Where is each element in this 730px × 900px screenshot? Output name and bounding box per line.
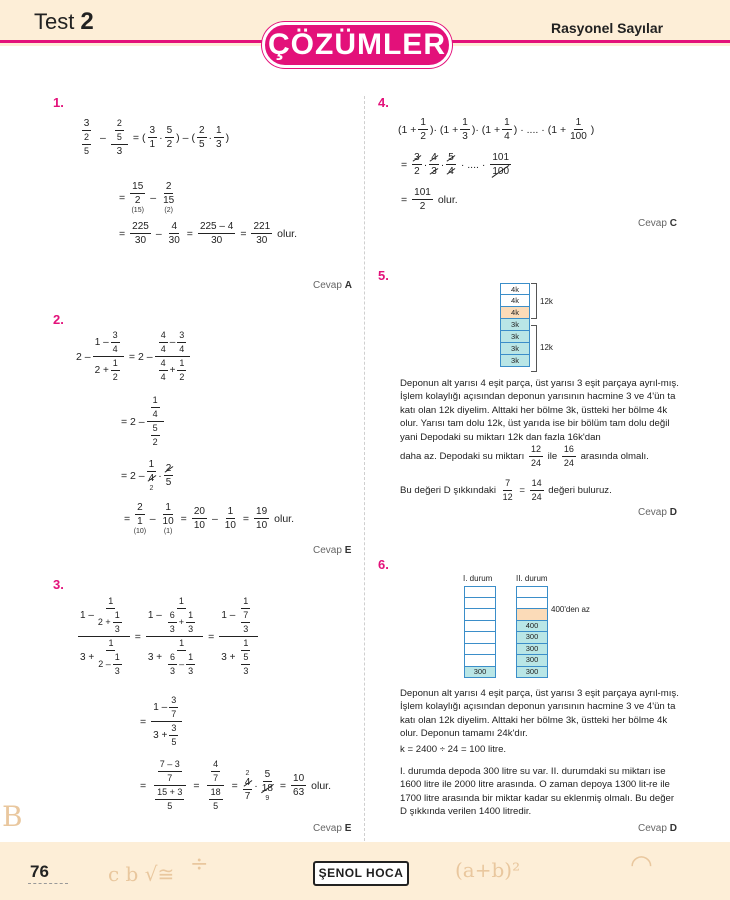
brace-top: [531, 283, 537, 319]
page-number-underline: [28, 883, 68, 884]
question-number: 5.: [378, 268, 389, 283]
q1-line-2: = 15 2 (15) – 2 15 (2): [119, 181, 175, 214]
tank-cell: 4k: [500, 283, 530, 295]
brace-bottom-label: 12k: [540, 343, 553, 352]
tank-cell: 300: [516, 667, 548, 679]
tank-cell: [464, 609, 496, 621]
tank-cell: [516, 586, 548, 598]
tank-cell: 300: [516, 655, 548, 667]
brace-top-label: 12k: [540, 297, 553, 306]
tank-cell: [464, 655, 496, 667]
q3-line-2: = 1 – $\frac{3}{7}$ 3 + $\frac{3}{5}$: [137, 695, 184, 748]
q6-paragraph-2: I. durumda depoda 300 litre su var. II. durumdaki su miktarı ise 1600 litre ile 2000 litre arasında. O zaman depoya 1300 lit-re ile 1700 litre arasında bir miktar kadar su eklenmiş olmalı. Bu değer D şıkkında verilen 1400 litredir.: [400, 766, 675, 818]
q5-answer: Cevap D: [638, 507, 677, 518]
q3-line-3: = $\frac{\frac{7 - 3}{7}}{\frac{15 + 3}{5}}$ = $\frac{\frac{4}{7}}{\frac{18}{5}}$ = 2 4 7 · 5 18 9 = $\frac{10}{63}$ olur.: [140, 759, 332, 811]
brand-logo: ŞENOL HOCA: [313, 861, 409, 886]
q4-line-1: ( 1 + $\frac{1}{2}$ )· ( 1 + $\frac{1}{3}$ )· ( 1 + $\frac{1}{4}$ ) · .... · ( 1 + $\frac{1}{100}$ ): [398, 117, 595, 142]
q2-answer: Cevap E: [313, 545, 352, 556]
question-number: 1.: [53, 95, 64, 110]
page-number: 76: [30, 862, 49, 881]
doodle-icon: c b √≅: [108, 862, 175, 886]
q1-answer: Cevap A: [313, 280, 352, 291]
tank-cell: [464, 621, 496, 633]
question-number: 2.: [53, 312, 64, 327]
tank-cell: 3k: [500, 319, 530, 331]
topic-title: Rasyonel Sayılar: [551, 20, 664, 36]
brace-bottom: [531, 325, 537, 372]
tank-2-label: II. durum: [516, 574, 548, 583]
q5-paragraph-2: Bu değeri D şıkkındaki $\frac{7}{12}$ = $\frac{14}{24}$ değeri buluruz.: [400, 478, 612, 502]
q6-equation: k = 2400 ÷ 24 = 100 litre.: [400, 744, 507, 755]
column-divider: [364, 96, 365, 841]
tank-cell: 3k: [500, 331, 530, 343]
test-title: Test 2: [34, 8, 94, 35]
doodle-icon: ◠: [630, 850, 653, 880]
doodle-icon: ÷: [190, 852, 209, 877]
tank-cell: [464, 586, 496, 598]
tank-cell: 400: [516, 621, 548, 633]
tank-cell: 4k: [500, 295, 530, 307]
tank-cell: [516, 609, 548, 621]
doodle-icon: B: [2, 800, 23, 833]
test-number: 2: [80, 8, 94, 35]
tank-cell: 300: [516, 644, 548, 656]
q2-line-1: 2 – 1 – $\frac{3}{4}$ 2 + $\frac{1}{2}$ = 2 – $\frac{4}{4}$ – $\frac{3}{4}$ $\frac{4}{4}$ + $\frac{1}{2}$: [76, 330, 192, 383]
tank-cell: 3k: [500, 355, 530, 367]
q2-line-4: = 2 1 (10) – 1 10 (1) = $\frac{20}{10}$ – $\frac{1}{10}$ = $\frac{19}{10}$ olur.: [124, 502, 295, 535]
tank-cell: 300: [516, 632, 548, 644]
q1-line-1: 3 $\frac{2}{5}$ – $\frac{\frac{2}{5}}{3}$ = ( $\frac{3}{1}$ · 5 2 ) – ( 2 5 · 1 3 ): [83, 118, 230, 157]
q2-line-3: = 2 – 1 4 2 · 2 5: [121, 459, 172, 492]
question-number: 3.: [53, 577, 64, 592]
q2-line-2: = 2 – $\frac{1}{4}$ $\frac{5}{2}$: [121, 395, 166, 448]
q6-tank-2: [516, 586, 548, 678]
question-number: 6.: [378, 557, 389, 572]
q4-answer: Cevap C: [638, 218, 677, 229]
q5-paragraph-1: Deponun alt yarısı 4 eşit parça, üst yarısı 3 eşit parçaya ayrıl-mış. İşlem kolaylığı açısından deponun yarısının hacmine 3 ve 4'ün ta katı olan 12k diyelim. Alttaki her bölme 3k, üstteki her bölme 4k olur. Yarısı tam dolu 12k, üst yarıda ise bir bölüm tam dolu değil yani Depodaki su miktarı 12k dan fazla 16k'dan daha az. Depodaki su miktarı $\frac{12}{24}$ ile $\frac{16}{24}$ arasında olmalı.: [400, 378, 679, 469]
q6-answer: Cevap D: [638, 823, 677, 834]
tank-cell: 3k: [500, 343, 530, 355]
doodle-icon: (a+b)²: [455, 858, 521, 882]
q6-tank-1: [464, 586, 496, 678]
tank-cell: [464, 632, 496, 644]
solutions-banner: ÇÖZÜMLER: [262, 22, 452, 68]
tank-1-label: I. durum: [463, 574, 493, 583]
question-number: 4.: [378, 95, 389, 110]
q1-line-3: = $\frac{225}{30}$ – $\frac{4}{30}$ = $\frac{225 - 4}{30}$ = $\frac{221}{30}$ olur.: [119, 221, 297, 246]
tank-2-note: 400'den az: [551, 605, 590, 614]
tank-cell: [516, 598, 548, 610]
q3-answer: Cevap E: [313, 823, 352, 834]
q5-tank: [500, 283, 530, 367]
q4-line-3: = $\frac{101}{2}$ olur.: [401, 187, 458, 212]
tank-cell: [464, 644, 496, 656]
q3-line-1: 1 – 1 2 + $\frac{1}{3}$ 3 + 1 2 – $\frac{1}{3}$ = 1 – 1 $\frac{6}{3}$ + $\frac{1}{3}$ 3 + 1 $\frac{6}{3}$ – $\frac{1}{3}$ = 1 – $\frac{1}{\frac{7}{3}}$ 3 + $\frac{1}{\frac{5}{3}}$: [76, 596, 260, 677]
q4-line-2: = $\frac{3}{2}$ · 4 3 · 5 4 · .... · 101 100: [401, 152, 510, 177]
tank-cell: 4k: [500, 307, 530, 319]
tank-cell: [464, 598, 496, 610]
q6-paragraph-1: Deponun alt yarısı 4 eşit parça, üst yarısı 3 eşit parçaya ayrıl-mış. İşlem kolaylığı açısından deponun yarısının hacmine 3 ve 4'ün ta katı olan 12k diyelim. Alttaki her bölme 3k, üstteki her bölme 4k olur. Deponun tamamı 24k'dır.: [400, 688, 679, 740]
tank-cell: 300: [464, 667, 496, 679]
